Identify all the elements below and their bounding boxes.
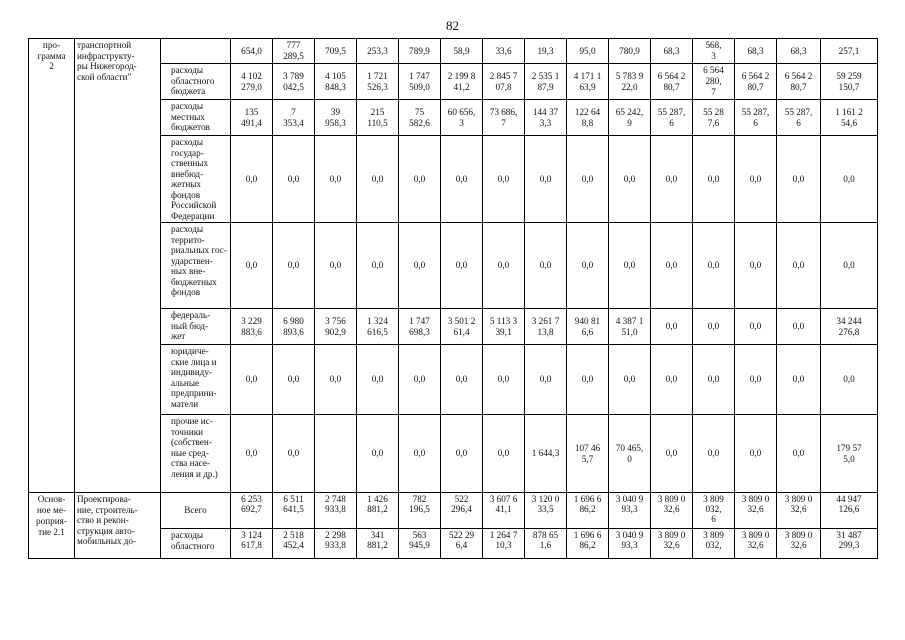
value-cell: 31 487 299,3 — [821, 529, 878, 559]
value-cell: 253,3 — [357, 39, 399, 64]
value-cell: 0,0 — [651, 345, 693, 415]
value-cell: 709,5 — [315, 39, 357, 64]
value-cell: 940 81 6,6 — [567, 309, 609, 345]
value-cell: 0,0 — [357, 223, 399, 309]
value-cell: 0,0 — [777, 309, 821, 345]
program-name-cell: транспортной инфраструкту- ры Нижегород- ской области" — [75, 39, 161, 493]
page-number: 82 — [446, 18, 459, 33]
funding-source-cell — [161, 39, 231, 64]
value-cell: 0,0 — [821, 136, 878, 223]
value-cell: 39 958,3 — [315, 100, 357, 136]
value-cell: 0,0 — [525, 136, 567, 223]
value-cell: 0,0 — [777, 415, 821, 493]
value-cell: 0,0 — [357, 345, 399, 415]
value-cell: 3 809 0 32,6 — [777, 493, 821, 529]
value-cell: 654,0 — [231, 39, 273, 64]
value-cell: 6 564 2 80,7 — [651, 64, 693, 100]
value-cell: 2 535 1 87,9 — [525, 64, 567, 100]
value-cell: 0,0 — [441, 223, 483, 309]
value-cell: 4 171 1 63,9 — [567, 64, 609, 100]
value-cell: 0,0 — [525, 345, 567, 415]
value-cell: 65 242, 9 — [609, 100, 651, 136]
value-cell: 3 809 0 32,6 — [735, 529, 777, 559]
value-cell: 6 253 692,7 — [231, 493, 273, 529]
value-cell: 55 287, 6 — [651, 100, 693, 136]
value-cell: 122 64 8,8 — [567, 100, 609, 136]
value-cell: 0,0 — [609, 223, 651, 309]
value-cell: 144 37 3,3 — [525, 100, 567, 136]
value-cell: 0,0 — [399, 223, 441, 309]
value-cell: 0,0 — [693, 223, 735, 309]
value-cell: 3 229 883,6 — [231, 309, 273, 345]
value-cell: 777 289,5 — [273, 39, 315, 64]
program-label-cell: про- грамма 2 — [29, 39, 75, 493]
value-cell: 0,0 — [231, 223, 273, 309]
value-cell: 59 259 150,7 — [821, 64, 878, 100]
value-cell: 4 102 279,0 — [231, 64, 273, 100]
financing-table — [28, 38, 878, 559]
value-cell: 0,0 — [315, 345, 357, 415]
value-cell: 878 65 1,6 — [525, 529, 567, 559]
value-cell: 179 57 5,0 — [821, 415, 878, 493]
value-cell: 0,0 — [441, 136, 483, 223]
value-cell: 0,0 — [693, 345, 735, 415]
value-cell: 1 161 2 54,6 — [821, 100, 878, 136]
value-cell: 0,0 — [231, 136, 273, 223]
value-cell: 19,3 — [525, 39, 567, 64]
value-cell — [315, 415, 357, 493]
funding-source-cell: прочие ис- точники (собствен- ные сред- ства насе- ления и др.) — [161, 415, 231, 493]
value-cell: 0,0 — [567, 223, 609, 309]
value-cell: 215 110,5 — [357, 100, 399, 136]
value-cell: 73 686, 7 — [483, 100, 525, 136]
value-cell: 107 46 5,7 — [567, 415, 609, 493]
value-cell: 0,0 — [821, 345, 878, 415]
table-row — [29, 39, 878, 64]
value-cell: 55 287, 6 — [735, 100, 777, 136]
value-cell: 6 564 280, 7 — [693, 64, 735, 100]
value-cell: 0,0 — [483, 136, 525, 223]
value-cell: 1 721 526,3 — [357, 64, 399, 100]
measure-label-cell: Основ- ное ме- роприя- тие 2.1 — [29, 493, 75, 559]
value-cell: 2 748 933,8 — [315, 493, 357, 529]
funding-source-cell: расходы государ- ственных внебюд- жетных фондов Российской Федерации — [161, 136, 231, 223]
value-cell: 3 124 617,8 — [231, 529, 273, 559]
value-cell: 0,0 — [483, 415, 525, 493]
value-cell: 0,0 — [273, 223, 315, 309]
value-cell: 522 29 6,4 — [441, 529, 483, 559]
value-cell: 0,0 — [651, 309, 693, 345]
value-cell: 0,0 — [693, 309, 735, 345]
value-cell: 1 747 509,0 — [399, 64, 441, 100]
value-cell: 0,0 — [735, 415, 777, 493]
value-cell: 68,3 — [651, 39, 693, 64]
value-cell: 0,0 — [693, 415, 735, 493]
value-cell: 0,0 — [273, 415, 315, 493]
value-cell: 58,9 — [441, 39, 483, 64]
value-cell: 34 244 276,8 — [821, 309, 878, 345]
funding-source-cell: расходы местных бюджетов — [161, 100, 231, 136]
value-cell: 522 296,4 — [441, 493, 483, 529]
value-cell: 0,0 — [651, 223, 693, 309]
value-cell: 0,0 — [273, 136, 315, 223]
funding-source-cell: юридиче- ские лица и индивиду- альные предприни- матели — [161, 345, 231, 415]
value-cell: 5 783 9 22,0 — [609, 64, 651, 100]
value-cell: 3 809 032, 6 — [693, 493, 735, 529]
value-cell: 0,0 — [735, 309, 777, 345]
value-cell: 0,0 — [821, 223, 878, 309]
value-cell: 257,1 — [821, 39, 878, 64]
value-cell: 0,0 — [609, 136, 651, 223]
value-cell: 0,0 — [651, 136, 693, 223]
value-cell: 3 261 7 13,8 — [525, 309, 567, 345]
value-cell: 0,0 — [231, 345, 273, 415]
value-cell: 0,0 — [357, 415, 399, 493]
value-cell: 0,0 — [777, 136, 821, 223]
value-cell: 6 564 2 80,7 — [735, 64, 777, 100]
value-cell: 782 196,5 — [399, 493, 441, 529]
value-cell: 2 518 452,4 — [273, 529, 315, 559]
value-cell: 0,0 — [231, 415, 273, 493]
value-cell: 0,0 — [735, 136, 777, 223]
value-cell: 0,0 — [441, 415, 483, 493]
value-cell: 1 264 7 10,3 — [483, 529, 525, 559]
value-cell: 3 809 0 32,6 — [651, 493, 693, 529]
value-cell: 4 387 1 51,0 — [609, 309, 651, 345]
value-cell: 68,3 — [777, 39, 821, 64]
value-cell: 0,0 — [441, 345, 483, 415]
value-cell: 0,0 — [273, 345, 315, 415]
funding-source-cell: расходы террито- риальных гос- ударствен- ных вне- бюджетных фондов — [161, 223, 231, 309]
funding-source-cell: федераль- ный бюд- жет — [161, 309, 231, 345]
funding-source-cell: Всего — [161, 493, 231, 529]
value-cell: 1 324 616,5 — [357, 309, 399, 345]
value-cell: 3 809 0 32,6 — [777, 529, 821, 559]
value-cell: 0,0 — [483, 223, 525, 309]
value-cell: 44 947 126,6 — [821, 493, 878, 529]
value-cell: 6 564 2 80,7 — [777, 64, 821, 100]
value-cell: 0,0 — [735, 223, 777, 309]
value-cell: 0,0 — [315, 136, 357, 223]
value-cell: 68,3 — [735, 39, 777, 64]
value-cell: 2 845 7 07,8 — [483, 64, 525, 100]
value-cell: 6 980 893,6 — [273, 309, 315, 345]
value-cell: 75 582,6 — [399, 100, 441, 136]
value-cell: 3 607 6 41,1 — [483, 493, 525, 529]
value-cell: 3 809 0 32,6 — [651, 529, 693, 559]
value-cell: 5 113 3 39,1 — [483, 309, 525, 345]
value-cell: 0,0 — [735, 345, 777, 415]
value-cell: 1 696 6 86,2 — [567, 493, 609, 529]
value-cell: 2 199 8 41,2 — [441, 64, 483, 100]
value-cell: 3 040 9 93,3 — [609, 529, 651, 559]
value-cell: 95,0 — [567, 39, 609, 64]
value-cell: 0,0 — [483, 345, 525, 415]
value-cell: 3 756 902,9 — [315, 309, 357, 345]
value-cell: 3 501 2 61,4 — [441, 309, 483, 345]
value-cell: 1 696 6 86,2 — [567, 529, 609, 559]
value-cell: 0,0 — [399, 136, 441, 223]
value-cell: 7 353,4 — [273, 100, 315, 136]
value-cell: 1 747 698,3 — [399, 309, 441, 345]
funding-source-cell: расходы областного бюджета — [161, 64, 231, 100]
value-cell: 2 298 933,8 — [315, 529, 357, 559]
value-cell: 0,0 — [777, 223, 821, 309]
value-cell: 3 120 0 33,5 — [525, 493, 567, 529]
value-cell: 0,0 — [315, 223, 357, 309]
value-cell: 6 511 641,5 — [273, 493, 315, 529]
value-cell: 0,0 — [693, 136, 735, 223]
value-cell: 3 040 9 93,3 — [609, 493, 651, 529]
value-cell: 0,0 — [357, 136, 399, 223]
value-cell: 55 28 7,6 — [693, 100, 735, 136]
value-cell: 1 644,3 — [525, 415, 567, 493]
value-cell: 0,0 — [399, 345, 441, 415]
value-cell: 0,0 — [525, 223, 567, 309]
value-cell: 135 491,4 — [231, 100, 273, 136]
value-cell: 789,9 — [399, 39, 441, 64]
measure-name-cell: Проектирова- ние, строитель- ство и рекон- струкция авто- мобильных до- — [75, 493, 161, 559]
value-cell: 3 809 0 32,6 — [735, 493, 777, 529]
value-cell: 568, 3 — [693, 39, 735, 64]
value-cell: 70 465, 0 — [609, 415, 651, 493]
funding-source-cell: расходы областного — [161, 529, 231, 559]
value-cell: 563 945,9 — [399, 529, 441, 559]
value-cell: 55 287, 6 — [777, 100, 821, 136]
table-row — [29, 493, 878, 529]
value-cell: 3 809 032, — [693, 529, 735, 559]
value-cell: 780,9 — [609, 39, 651, 64]
value-cell: 1 426 881,2 — [357, 493, 399, 529]
value-cell: 3 789 042,5 — [273, 64, 315, 100]
value-cell: 4 105 848,3 — [315, 64, 357, 100]
value-cell: 60 656, 3 — [441, 100, 483, 136]
value-cell: 0,0 — [567, 136, 609, 223]
value-cell: 0,0 — [777, 345, 821, 415]
value-cell: 0,0 — [609, 345, 651, 415]
value-cell: 341 881,2 — [357, 529, 399, 559]
value-cell: 0,0 — [651, 415, 693, 493]
value-cell: 33,6 — [483, 39, 525, 64]
value-cell: 0,0 — [399, 415, 441, 493]
value-cell: 0,0 — [567, 345, 609, 415]
